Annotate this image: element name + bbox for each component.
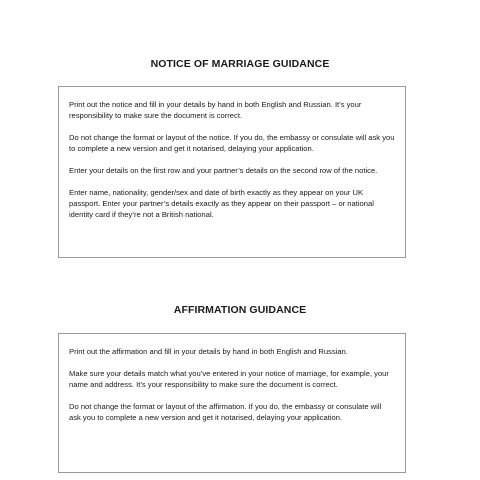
affirmation-guidance-box	[58, 333, 406, 473]
affirmation-guidance-title: AFFIRMATION GUIDANCE	[173, 304, 307, 316]
guidance-paragraph: Print out the affirmation and fill in your details by hand in both English and Russian.	[69, 347, 348, 356]
guidance-paragraph: Do not change the format or layout of the notice. If you do, the embassy or consulate will ask you to complete a new version and get it notarised, delaying your application.	[69, 133, 395, 153]
notice-of-marriage-guidance-box	[58, 86, 406, 258]
guidance-paragraph: Make sure your details match what you’ve entered in your notice of marriage, for example, your name and address. It’s your responsibility to make sure the document is correct.	[69, 369, 389, 389]
guidance-paragraph: Enter name, nationality, gender/sex and date of birth exactly as they appear on your UK passport. Enter your partner’s details exactly as they appear on their passport – or national identity card if they’re not a British national.	[69, 188, 374, 219]
guidance-paragraph: Do not change the format or layout of the affirmation. If you do, the embassy or consulate will ask you to complete a new version and get it notarised, delaying your application.	[69, 402, 382, 422]
notice-of-marriage-guidance-title: NOTICE OF MARRIAGE GUIDANCE	[150, 58, 330, 70]
guidance-paragraph: Print out the notice and fill in your details by hand in both English and Russian. It’s your responsibility to make sure the document is correct.	[69, 100, 362, 120]
guidance-paragraph: Enter your details on the first row and your partner’s details on the second row of the notice.	[69, 166, 378, 175]
